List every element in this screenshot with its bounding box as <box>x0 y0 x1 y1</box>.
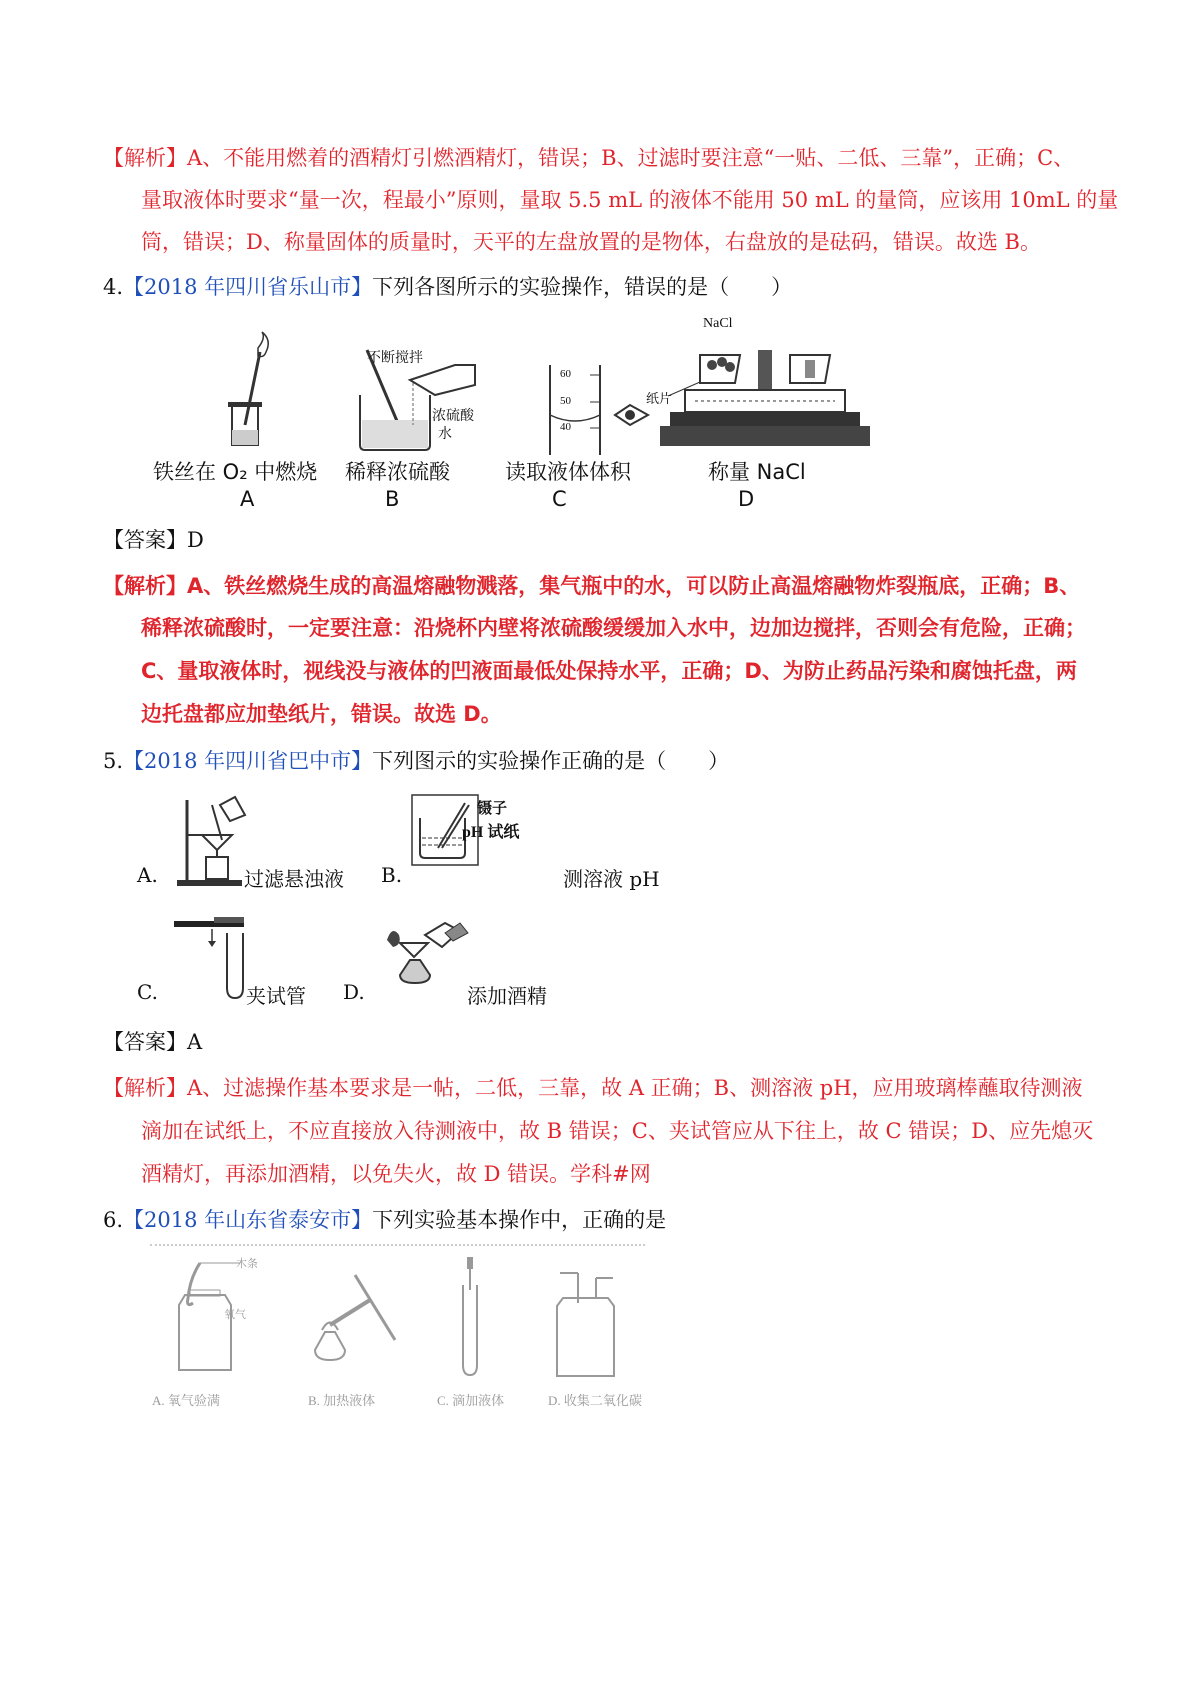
q4-analysis-line-3: C、量取液体时，视线没与液体的凹液面最低处保持水平，正确；D、为防止药品污染和腐蚀托盘，两 <box>141 659 1077 683</box>
question-number: 4. <box>103 275 124 299</box>
nacl-label: NaCl <box>703 316 733 331</box>
tweezers-label: 镊子 <box>477 801 508 817</box>
add-alcohol-figure <box>375 915 470 1000</box>
option-d-letter: D. <box>343 980 365 1004</box>
tick-50: 50 <box>560 395 571 407</box>
q3-analysis-line-2: 量取液体时要求“量一次，程最小”原则，量取 5.5 mL 的液体不能用 50 mL 的量筒，应该用 10mL 的量 <box>141 188 1119 212</box>
q4-analysis-line-1: 【解析】A、铁丝燃烧生成的高温熔融物溅落，集气瓶中的水，可以防止高温熔融物炸裂瓶底，正确；B、 <box>103 574 1081 598</box>
heat-liquid-figure <box>300 1270 400 1380</box>
water-label: 水 <box>438 427 452 442</box>
q4-stem: 4.【2018 年四川省乐山市】下列各图所示的实验操作，错误的是（ ） <box>103 275 793 299</box>
iron-wire-burning-figure <box>210 330 290 460</box>
caption-a: A. 氧气验满 <box>152 1393 220 1408</box>
q5-answer <box>103 1027 202 1057</box>
figure-letter-c: C <box>552 487 567 511</box>
figure-caption-a: 铁丝在 O₂ 中燃烧 <box>153 460 318 484</box>
stir-label: 不断搅拌 <box>367 351 423 366</box>
acid-label: 浓硫酸 <box>432 409 474 424</box>
q5-stem: 5.【2018 年四川省巴中市】下列图示的实验操作正确的是（ ） <box>103 749 730 773</box>
q5-analysis-line-3: 酒精灯，再添加酒精，以免失火，故 D 错误。学科#网 <box>141 1162 651 1186</box>
tick-60: 60 <box>560 368 571 380</box>
question-source: 【2018 年山东省泰安市】 <box>123 1208 373 1232</box>
answer-tag: 【答案】 <box>103 1030 187 1054</box>
option-c-letter: C. <box>137 980 158 1004</box>
q5-analysis-line-2: 滴加在试纸上，不应直接放入待测液中，故 B 错误；C、夹试管应从下往上，故 C 错误；D、应先熄灭 <box>141 1119 1094 1143</box>
q3-analysis-line-3: 筒，错误；D、称量固体的质量时，天平的左盘放置的是物体，右盘放的是砝码，错误。故选 B。 <box>141 230 1041 254</box>
option-a-text: 过滤悬浊液 <box>244 867 344 891</box>
analysis-tag: 【解析】 <box>103 1076 187 1100</box>
caption-d: D. 收集二氧化碳 <box>548 1393 642 1408</box>
paper-label: 纸片 <box>646 391 673 406</box>
drip-liquid-figure <box>455 1255 485 1385</box>
answer-value: A <box>187 1030 203 1054</box>
caption-c: C. 滴加液体 <box>437 1393 505 1408</box>
figure-letter-a: A <box>240 487 255 511</box>
figure-letter-b: B <box>385 487 400 511</box>
collect-co2-figure <box>548 1268 628 1383</box>
answer-value: D <box>187 528 204 552</box>
balance-figure <box>640 310 870 460</box>
figure-letter-d: D <box>738 487 755 511</box>
option-c-text: 夹试管 <box>246 984 306 1008</box>
option-d-text: 添加酒精 <box>467 984 547 1008</box>
cylinder-reading-figure <box>525 360 655 460</box>
wood-strip-label: 木条 <box>236 1258 258 1270</box>
option-a-letter: A. <box>137 863 158 887</box>
figure-caption-d: 称量 NaCl <box>708 460 806 484</box>
q4-analysis-line-4: 边托盘都应加垫纸片，错误。故选 D。 <box>141 702 502 726</box>
q5-analysis-line-1: 【解析】A、过滤操作基本要求是一帖，二低，三靠，故 A 正确；B、测溶液 pH，应用玻璃棒蘸取待测液 <box>103 1076 1083 1100</box>
question-source: 【2018 年四川省巴中市】 <box>123 749 373 773</box>
figure-caption-b: 稀释浓硫酸 <box>345 460 450 484</box>
q4-answer <box>103 525 204 555</box>
tick-40: 40 <box>560 421 571 433</box>
figure-caption-c: 读取液体体积 <box>505 460 631 484</box>
q4-analysis-line-2: 稀释浓硫酸时，一定要注意：沿烧杯内壁将浓硫酸缓缓加入水中，边加边搅拌，否则会有危险，正确； <box>141 616 1086 640</box>
caption-b: B. 加热液体 <box>308 1393 376 1408</box>
ph-paper-label: pH 试纸 <box>462 824 520 841</box>
question-number: 6. <box>103 1208 124 1232</box>
q6-stem: 6.【2018 年山东省泰安市】下列实验基本操作中，正确的是 <box>103 1208 667 1232</box>
test-tube-clamp-figure <box>172 915 252 1005</box>
analysis-tag: 【解析】 <box>103 146 187 170</box>
oxygen-label: 氧气 <box>224 1309 246 1321</box>
answer-tag: 【答案】 <box>103 528 187 552</box>
filtration-figure <box>172 795 247 890</box>
divider <box>150 1244 645 1246</box>
question-number: 5. <box>103 749 124 773</box>
analysis-tag: 【解析】 <box>103 574 187 598</box>
option-b-text: 测溶液 pH <box>563 867 660 891</box>
option-b-letter: B. <box>381 863 403 887</box>
question-source: 【2018 年四川省乐山市】 <box>123 275 373 299</box>
q3-analysis-line-1: 【解析】A、不能用燃着的酒精灯引燃酒精灯，错误；B、过滤时要注意“一贴、二低、三靠”，正确；C、 <box>103 146 1075 170</box>
